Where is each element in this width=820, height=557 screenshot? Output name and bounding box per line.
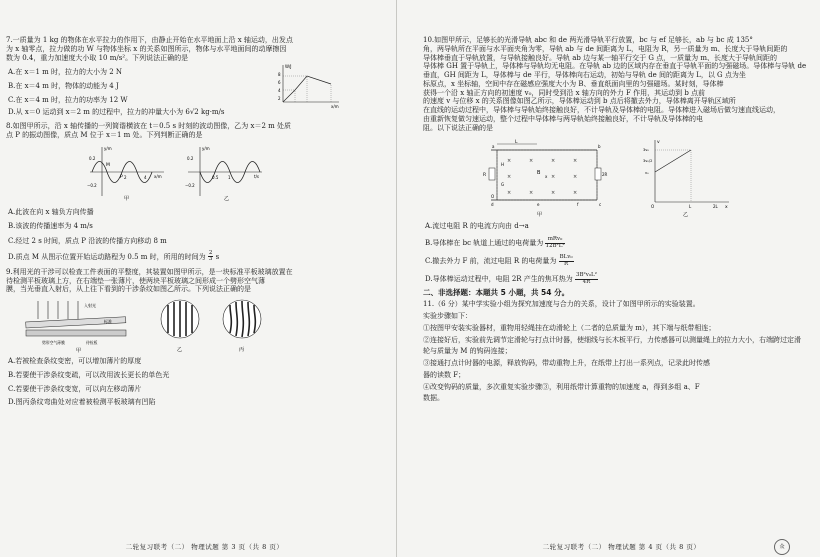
svg-text:2L: 2L — [713, 204, 718, 210]
q7-line-1: 7.一质量为 1 kg 的物体在水平拉力的作用下，由静止开始在水平地面上沿 x 轴运动，出发点 — [6, 36, 293, 44]
q10-option-b: B.导体棒在 bc 轨道上通过的电荷量为 $\frac{\text{mRv₀}}{\text{12B²L²}}$ — [425, 236, 565, 249]
q8-option-d: D.质点 M 从图示位置开始运动路程为 0.5 m 时，所用的时间为 $\frac{2}{3}$ s — [8, 249, 220, 263]
q10-option-a: A.流过电阻 R 的电流方向由 d→a — [425, 222, 529, 231]
svg-text:4: 4 — [144, 174, 147, 180]
q11-line-6: ③接通打点计时器的电源，释放钩码，带动重物上升，在纸带上打出一系列点，记录此时传感 — [423, 359, 710, 368]
svg-text:y/m: y/m — [202, 145, 210, 151]
svg-text:入射光: 入射光 — [84, 303, 96, 308]
svg-text:0.2: 0.2 — [89, 155, 96, 161]
svg-text:乙: 乙 — [177, 347, 183, 353]
svg-text:×: × — [507, 190, 512, 197]
q10-line-11: 阻。以下说法正确的是 — [423, 123, 493, 132]
svg-text:−0.2: −0.2 — [87, 182, 97, 188]
svg-text:×: × — [529, 190, 534, 197]
q11-line-3: ①按图甲安装实验器材，重物用轻绳挂在动滑轮上（二者的总质量为 m），其下端与纸带相连； — [423, 323, 716, 332]
q10-line-2: 角，两导轨所在平面与水平面夹角为零，导轨 ab 与 de 间距离为 L，电阻为 R，另一质量为 m、长度大于导轨间距的 — [423, 44, 788, 53]
svg-text:x/m: x/m — [154, 173, 162, 179]
q9-option-d: D.图丙条纹弯曲处对应着被检测平板玻璃有凹陷 — [8, 398, 156, 407]
svg-text:a: a — [492, 144, 495, 150]
q7-ylabel: W/J — [285, 64, 292, 70]
svg-text:待检板: 待检板 — [86, 340, 98, 345]
svg-text:v₀: v₀ — [645, 171, 649, 176]
svg-text:b: b — [598, 144, 601, 150]
q11-line-9: 数据。 — [423, 394, 444, 403]
question-11 — [423, 300, 801, 403]
q10-velocity-position-graph — [643, 136, 733, 218]
q11-line-4: ②连接好后，实验前先调节定滑轮与打点计时器，使细线与长木板平行，力传感器可以测量绳上的拉力大小，右端跨过定滑 — [423, 335, 801, 344]
question-8 — [6, 122, 383, 263]
svg-text:2R: 2R — [602, 172, 608, 178]
q10-line-5: 垂直，GH 间距为 L，导体棒与 de 平行，导体棒向右运动，初始与导轨 de 间的距离为 L，以 G 点为坐 — [423, 71, 746, 79]
q10-line-8: 的速度 v 与位移 x 的关系图像如图乙所示，导体棒运动到 b 点后将撤去外力，导体棒离开导轨区域所 — [423, 97, 736, 106]
svg-text:x: x — [725, 205, 728, 211]
svg-text:标准: 标准 — [104, 319, 112, 324]
q10-line-7: 获得一个沿 x 轴正方向的初速度 v₀，同时受到沿 x 轴方向的外力 F 作用，其运动到 b 点前 — [423, 88, 706, 97]
q10-line-3: 导体棒垂直于导轨放置，与导轨接触良好。导轨 ab 边与某一轴平行交于 G 点，一质量为 m、长度大于导轨间距的 — [423, 53, 778, 62]
question-9 — [6, 268, 383, 407]
svg-text:M: M — [106, 162, 110, 168]
svg-text:G: G — [501, 182, 505, 188]
q7-option-b: B.在 x＝4 m 时，物体的动能为 4 J — [8, 82, 119, 90]
q9-option-b: B.若要使干涉条纹变疏，可以改用波长更长的单色光 — [8, 370, 170, 379]
svg-text:3v₀: 3v₀ — [643, 148, 649, 153]
svg-text:0.5: 0.5 — [212, 174, 219, 180]
corner-badge: 众 — [774, 539, 790, 555]
svg-text:8: 8 — [278, 72, 281, 78]
svg-text:甲: 甲 — [537, 212, 543, 219]
q10-option-c: C.撤去外力 F 前，流过电阻 R 的电荷量为 $\frac{\text{BLv₀}}{R}$ — [425, 254, 573, 267]
svg-text:1: 1 — [228, 174, 231, 180]
q11-line-2: 实验步骤如下： — [423, 312, 472, 321]
q7-xlabel: x/m — [331, 104, 339, 110]
svg-text:0.2: 0.2 — [187, 155, 194, 161]
q7-line-3: 数为 0.4，重力加速度大小取 10 m/s²。下列说法正确的是 — [6, 53, 189, 62]
q11-line-5: 轮与质量为 M 的钩码连接； — [423, 347, 512, 356]
svg-text:×: × — [573, 174, 578, 181]
q8-vibration-graph — [184, 144, 264, 202]
q10-line-10: 由重新恢复做匀速运动，整个过程中导体棒与两导轨始终接触良好，不计导轨及导体棒的电 — [423, 114, 703, 123]
svg-text:劈形空气薄膜: 劈形空气薄膜 — [42, 340, 65, 345]
svg-text:O: O — [651, 204, 655, 210]
q8-fraction: $\frac{2}{3}$ — [208, 249, 213, 263]
q10-option-d: D.导体棒运动过程中，电阻 2R 产生的焦耳热为 $\frac{\text{3B²v₀L²}}{4R}$ — [425, 272, 597, 285]
q11-line-1: 11.（6 分）某中学实验小组为探究加速度与合力的关系，设计了如图甲所示的实验装置。 — [423, 300, 700, 309]
svg-text:c: c — [599, 202, 602, 208]
q10-line-1: 10.如图甲所示，足够长的光滑导轨 abc 和 de 两光滑导轨平行放置，bc 与 ef 足够长，ab 与 bc 成 135° — [423, 36, 753, 44]
svg-text:t/s: t/s — [254, 173, 259, 179]
q7-option-c: C.在 x＝4 m 时，拉力的功率为 12 W — [8, 95, 128, 104]
svg-text:O: O — [491, 194, 495, 200]
svg-text:f: f — [577, 202, 579, 208]
q10-rail-diagram — [477, 136, 607, 218]
svg-text:4: 4 — [278, 88, 281, 94]
q9-line-3: 膜，当光垂直入射后，从上往下看到的干涉条纹如图乙所示。下列说法正确的是 — [6, 285, 251, 294]
svg-text:B: B — [537, 170, 541, 177]
svg-text:H: H — [501, 162, 505, 168]
q9-option-a: A.若被检查条纹变密，可以增加薄片的厚度 — [8, 357, 142, 365]
svg-text:×: × — [507, 174, 512, 181]
q11-line-7: 器的读数 F； — [423, 370, 466, 379]
q8-wave-graph — [86, 144, 166, 202]
q9-fringe-pattern-b — [158, 297, 202, 353]
q9-line-1: 9.利用光的干涉可以检查工件表面的平整度，其装置如图甲所示，是一块标准平板玻璃放置在 — [6, 267, 293, 276]
question-10 — [423, 36, 807, 285]
svg-text:甲: 甲 — [76, 348, 82, 354]
svg-text:d: d — [491, 202, 494, 208]
q8-option-c: C.经过 2 s 时间，质点 P 沿波的传播方向移动 8 m — [8, 237, 167, 245]
svg-text:×: × — [551, 190, 556, 197]
svg-text:6: 6 — [278, 80, 281, 86]
q7-line-2: 为 x 轴零点，拉力做的功 W 与物体坐标 x 的关系如图所示，物体与水平地面间的动摩擦因 — [6, 44, 287, 53]
svg-text:P: P — [120, 174, 123, 180]
q8-option-b: B.该波的传播速率为 4 m/s — [8, 222, 93, 231]
q9-interference-setup — [20, 297, 140, 353]
q7-option-d: D.从 x＝0 运动到 x＝2 m 的过程中，拉力的冲量大小为 6√2 kg·m/s — [8, 108, 225, 117]
q9-fringe-pattern-c — [220, 297, 264, 353]
svg-text:×: × — [507, 158, 512, 165]
q7-work-position-graph — [273, 62, 343, 110]
left-page-footer: 二轮复习联考（二） 物理试题 第 3 页（共 8 页） — [125, 542, 284, 551]
question-7 — [6, 36, 383, 117]
q10-line-9: 在直线的运动过程中，导体棒与导轨始终接触良好，不计导轨及导体棒的电阻。导体棒进入磁场后做匀速直线运动， — [423, 106, 780, 114]
svg-text:3v₀/2: 3v₀/2 — [643, 159, 653, 164]
svg-text:L: L — [515, 140, 518, 146]
svg-text:丙: 丙 — [239, 347, 245, 353]
svg-text:×: × — [529, 158, 534, 165]
section-2-heading: 二、非选择题：本题共 5 小题，共 54 分。 — [423, 288, 570, 297]
svg-text:甲: 甲 — [124, 195, 130, 202]
svg-text:v: v — [657, 140, 660, 146]
svg-text:×: × — [551, 158, 556, 165]
right-page — [397, 0, 807, 557]
svg-text:×: × — [573, 158, 578, 165]
svg-text:x: x — [545, 174, 548, 180]
svg-text:×: × — [573, 190, 578, 197]
svg-text:−0.2: −0.2 — [185, 182, 195, 188]
svg-text:×: × — [551, 174, 556, 181]
right-page-footer: 二轮复习联考（二） 物理试题 第 4 页（共 8 页） — [542, 542, 701, 551]
q10-line-4: 导体棒 GH 置于导轨上，导体棒与导轨均无电阻。在导轨 ab 边的区域内存在垂直于导轨平面的匀强磁场。导体棒与导轨 de — [423, 62, 807, 71]
svg-text:乙: 乙 — [683, 212, 689, 219]
left-page — [0, 0, 397, 557]
q8-option-a: A.此波在向 x 轴负方向传播 — [8, 207, 94, 216]
svg-text:L: L — [689, 204, 692, 210]
q7-option-a: A.在 x＝1 m 时，拉力的大小为 2 N — [8, 68, 123, 77]
q8-line-1: 8.如图甲所示，沿 x 轴传播的一列简谐横波在 t＝0.5 s 时刻的波动图像，乙为 x＝2 m 处质 — [6, 122, 292, 130]
svg-text:乙: 乙 — [224, 195, 230, 202]
q8-line-2: 点 P 的振动图像，质点 M 位于 x＝1 m 处。下列判断正确的是 — [6, 130, 203, 139]
q10-line-6: 标原点，x 坐标轴，空间中存在磁感应强度大小为 B、垂直纸面向里的匀强磁场。某时刻，导体棒 — [423, 79, 724, 88]
svg-text:y/m: y/m — [104, 145, 112, 151]
svg-text:2: 2 — [124, 174, 127, 180]
q9-option-c: C.若要使干涉条纹变宽，可以向左移动薄片 — [8, 384, 142, 393]
q9-line-2: 待检测平板玻璃上方，在右端垫一张薄片，使两块平板玻璃之间形成一个劈形空气薄 — [6, 276, 265, 285]
q11-line-8: ④改变钩码的质量，多次重复实验步骤③，利用纸带计算重物的加速度 a，得到多组 a、F — [423, 382, 700, 391]
svg-text:2: 2 — [278, 96, 281, 102]
svg-text:e: e — [537, 202, 540, 208]
svg-text:R: R — [483, 173, 487, 179]
